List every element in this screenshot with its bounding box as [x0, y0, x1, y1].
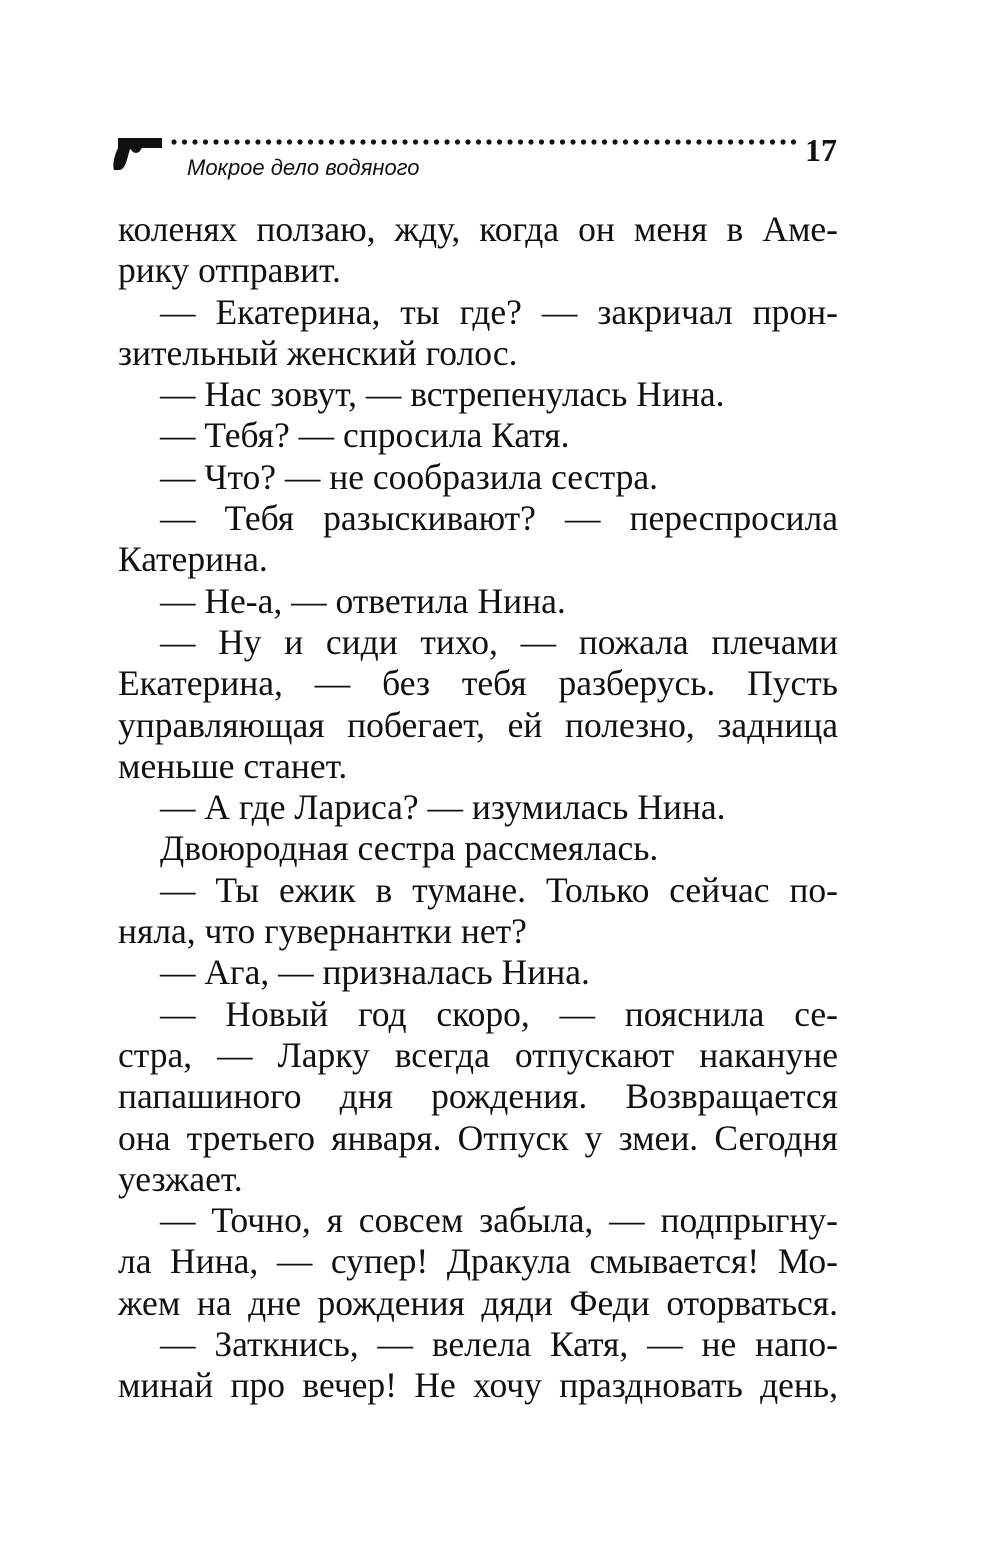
text-line: — Тебя разыскивают? — переспросила: [160, 498, 838, 539]
text-line: коленях ползаю, жду, когда он меня в Аме-: [118, 209, 838, 249]
text-line: — Что? — не сообразила сестра.: [160, 456, 658, 497]
text-line: — Ну и сиди тихо, — пожала плечами: [160, 621, 838, 662]
text-line: — Екатерина, ты где? — закричал прон-: [160, 291, 838, 332]
text-line: — А где Лариса? — изумилась Нина.: [160, 787, 726, 828]
text-line: уезжает.: [118, 1158, 243, 1199]
text-line: Двоюродная сестра рассмеялась.: [160, 828, 659, 869]
text-line: — Не-а, — ответила Нина.: [160, 580, 566, 621]
page-header: [112, 128, 842, 188]
text-line: ла Нина, — супер! Дракула смывается! Мо-: [118, 1241, 838, 1282]
text-line: управляющая побегает, ей полезно, задница: [118, 704, 838, 745]
text-line: — Ага, — призналась Нина.: [160, 952, 590, 993]
text-line: рику отправит.: [118, 250, 341, 291]
text-line: она третьего января. Отпуск у змеи. Сегодня: [118, 1117, 838, 1158]
text-line: — Нас зовут, — встрепенулась Нина.: [160, 374, 725, 415]
text-line: Катерина.: [118, 539, 268, 580]
header-dotted-rule: [170, 138, 802, 146]
body-text: [118, 209, 838, 1407]
text-line: папашиного дня рождения. Возвращается: [118, 1076, 838, 1117]
text-line: — Точно, я совсем забыла, — подпрыгну-: [160, 1200, 838, 1241]
text-line: жем на дне рождения дяди Феди оторваться.: [118, 1282, 838, 1323]
text-line: зительный женский голос.: [118, 332, 518, 373]
text-line: — Новый год скоро, — пояснила се-: [160, 993, 838, 1034]
text-line: меньше станет.: [118, 745, 348, 786]
text-line: — Заткнись, — велела Катя, — не напо-: [160, 1324, 838, 1365]
text-line: — Ты ежик в тумане. Только сейчас по-: [160, 869, 838, 910]
text-line: няла, что гувернантки нет?: [118, 911, 527, 952]
text-line: минай про вечер! Не хочу праздновать день,: [118, 1365, 838, 1406]
text-line: стра, — Ларку всегда отпускают накануне: [118, 1034, 838, 1075]
pistol-icon: [112, 134, 164, 172]
page-number: 17: [805, 132, 837, 168]
text-line: Екатерина, — без тебя разберусь. Пусть: [118, 663, 838, 704]
running-title: Мокрое дело водяного: [187, 155, 420, 180]
text-line: — Тебя? — спросила Катя.: [160, 415, 570, 456]
